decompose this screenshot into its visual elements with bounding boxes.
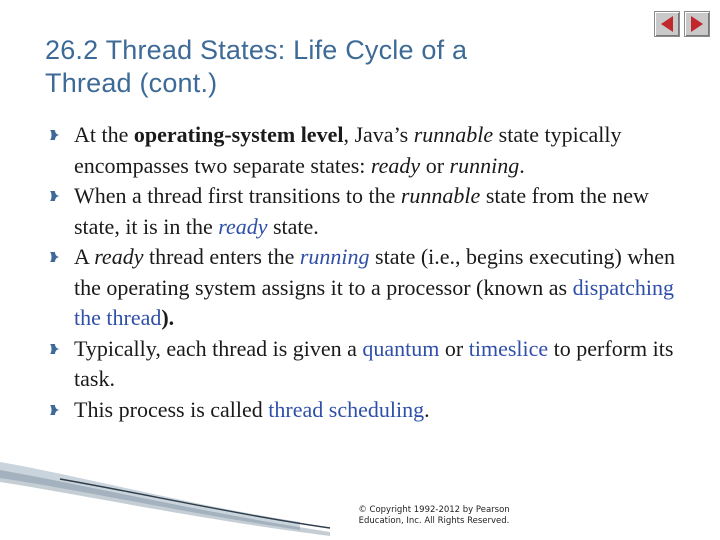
slide-navigation	[654, 11, 710, 37]
copyright-line-1: © Copyright 1992-2012 by Pearson	[358, 505, 510, 515]
copyright-line-2: Education, Inc. All Rights Reserved.	[358, 516, 510, 526]
fleuron-bullet-icon	[48, 342, 62, 356]
fleuron-bullet-icon	[48, 128, 62, 142]
fleuron-bullet-icon	[48, 403, 62, 417]
copyright-footer	[334, 505, 534, 527]
previous-slide-button[interactable]	[654, 11, 680, 37]
bullet-item: This process is called thread scheduling.	[48, 395, 688, 426]
triangle-right-icon	[689, 15, 705, 33]
bullet-item: When a thread first transitions to the runnable state from the new state, it is in the ready state.	[48, 181, 688, 242]
slide-title	[45, 34, 605, 100]
bullet-list	[48, 120, 688, 425]
bullet-item: Typically, each thread is given a quantum or timeslice to perform its task.	[48, 334, 688, 395]
bullet-item: A ready thread enters the running state (i.e., begins executing) when the operating system assigns it to a processor (known as dispatching the thread).	[48, 242, 688, 334]
bullet-item: At the operating-system level, Java’s runnable state typically encompasses two separate states: ready or running.	[48, 120, 688, 181]
slide-title-line-1: 26.2 Thread States: Life Cycle of a	[45, 35, 468, 65]
fleuron-bullet-icon	[48, 250, 62, 264]
next-slide-button[interactable]	[684, 11, 710, 37]
triangle-left-icon	[659, 15, 675, 33]
fleuron-bullet-icon	[48, 189, 62, 203]
slide-title-line-2: Thread (cont.)	[45, 68, 218, 98]
